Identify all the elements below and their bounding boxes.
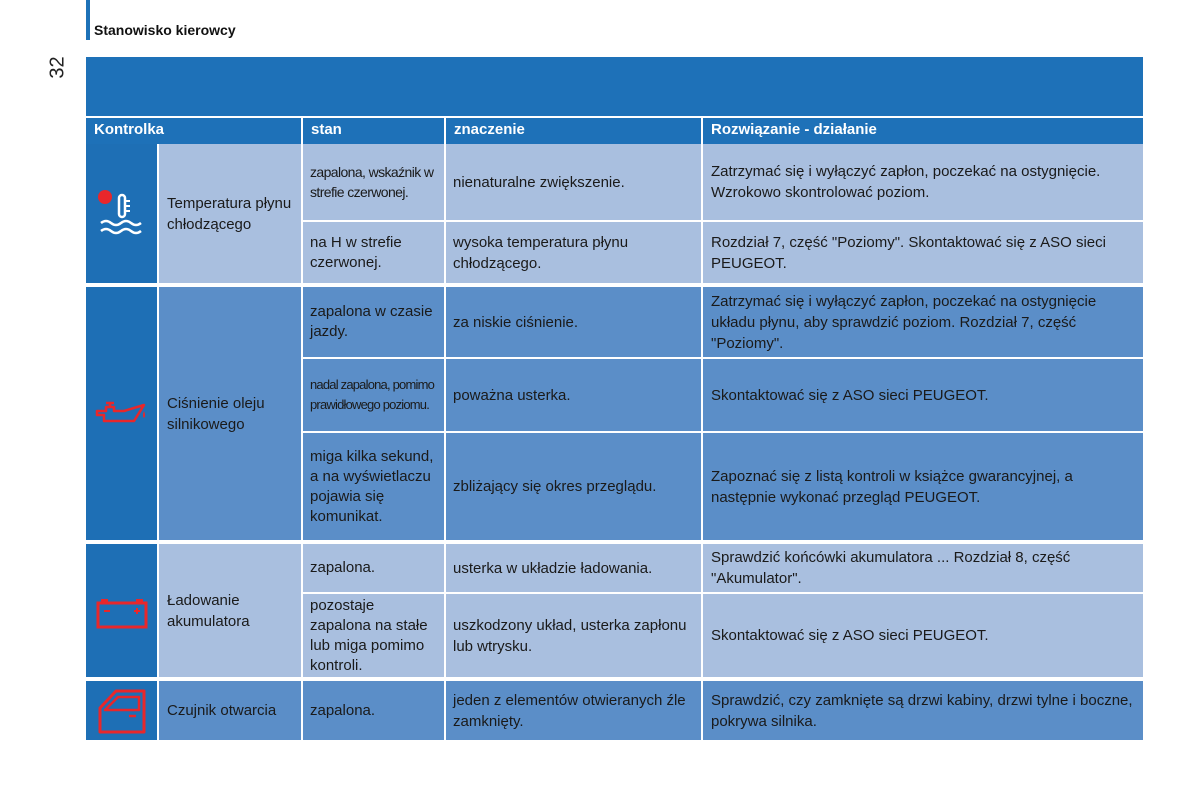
- stan-cell: pozostaje zapalona na stałe lub miga pomimo kontroli.: [303, 594, 446, 677]
- znaczenie-cell: nienaturalne zwiększenie.: [446, 144, 703, 220]
- table-group-battery: [86, 544, 1143, 677]
- table-group-door: [86, 681, 1143, 740]
- rozwiazanie-cell: Zatrzymać się i wyłączyć zapłon, poczekać na ostygnięcie. Wzrokowo skontrolować poziom.: [703, 144, 1143, 220]
- stan-cell: zapalona, wskaźnik w strefie czerwonej.: [303, 144, 446, 220]
- stan-cell: zapalona.: [303, 681, 446, 740]
- indicator-label: Ładowanie akumulatora: [159, 544, 303, 677]
- rozwiazanie-cell: Rozdział 7, część "Poziomy". Skontaktować się z ASO sieci PEUGEOT.: [703, 222, 1143, 283]
- table-row: [303, 144, 1143, 220]
- znaczenie-cell: zbliżający się okres przeglądu.: [446, 433, 703, 540]
- column-header-znaczenie: znaczenie: [446, 118, 703, 144]
- stan-cell: miga kilka sekund, a na wyświetlaczu pojawia się komunikat.: [303, 433, 446, 540]
- section-marker-bar: [86, 0, 90, 40]
- table-row: [303, 592, 1143, 677]
- znaczenie-cell: poważna usterka.: [446, 359, 703, 431]
- znaczenie-cell: za niskie ciśnienie.: [446, 287, 703, 357]
- column-header-kontrolka: Kontrolka: [86, 118, 303, 144]
- rozwiazanie-cell: Sprawdzić końcówki akumulatora ... Rozdział 8, część "Akumulator".: [703, 544, 1143, 592]
- door-open-icon: [86, 681, 159, 740]
- table-row: [303, 287, 1143, 357]
- znaczenie-cell: jeden z elementów otwieranych źle zamknięty.: [446, 681, 703, 740]
- table-group-coolant: [86, 144, 1143, 283]
- znaczenie-cell: uszkodzony układ, usterka zapłonu lub wtrysku.: [446, 594, 703, 677]
- stan-cell: zapalona.: [303, 544, 446, 592]
- indicator-label: Ciśnienie oleju silnikowego: [159, 287, 303, 540]
- table-row: [303, 431, 1143, 540]
- rozwiazanie-cell: Skontaktować się z ASO sieci PEUGEOT.: [703, 359, 1143, 431]
- stan-cell: zapalona w czasie jazdy.: [303, 287, 446, 357]
- indicator-label: Temperatura płynu chłodzącego: [159, 144, 303, 283]
- table-row: [303, 544, 1143, 592]
- section-title: Stanowisko kierowcy: [94, 22, 236, 38]
- table-group-oil-pressure: [86, 287, 1143, 540]
- warning-lights-table: [86, 118, 1143, 740]
- znaczenie-cell: wysoka temperatura płynu chłodzącego.: [446, 222, 703, 283]
- rozwiazanie-cell: Zapoznać się z listą kontroli w książce gwarancyjnej, a następnie wykonać przegląd PEUGEOT.: [703, 433, 1143, 540]
- column-header-rozwiazanie: Rozwiązanie - działanie: [703, 118, 1143, 144]
- table-row: [303, 681, 1143, 740]
- znaczenie-cell: usterka w układzie ładowania.: [446, 544, 703, 592]
- stan-cell: na H w strefie czerwonej.: [303, 222, 446, 283]
- indicator-label: Czujnik otwarcia: [159, 681, 303, 740]
- blue-banner: [86, 57, 1143, 116]
- stan-cell: nadal zapalona, pomimo prawidłowego poziomu.: [303, 359, 446, 431]
- table-row: [303, 357, 1143, 431]
- column-header-stan: stan: [303, 118, 446, 144]
- battery-icon: [86, 544, 159, 677]
- oil-pressure-icon: [86, 287, 159, 540]
- coolant-temperature-icon: [86, 144, 159, 283]
- rozwiazanie-cell: Sprawdzić, czy zamknięte są drzwi kabiny, drzwi tylne i boczne, pokrywa silnika.: [703, 681, 1143, 740]
- table-header: [86, 118, 1143, 144]
- page-number: 32: [46, 56, 69, 79]
- rozwiazanie-cell: Skontaktować się z ASO sieci PEUGEOT.: [703, 594, 1143, 677]
- rozwiazanie-cell: Zatrzymać się i wyłączyć zapłon, poczekać na ostygnięcie układu płynu, aby sprawdzić poziom. Rozdział 7, część "Poziomy".: [703, 287, 1143, 357]
- table-row: [303, 220, 1143, 283]
